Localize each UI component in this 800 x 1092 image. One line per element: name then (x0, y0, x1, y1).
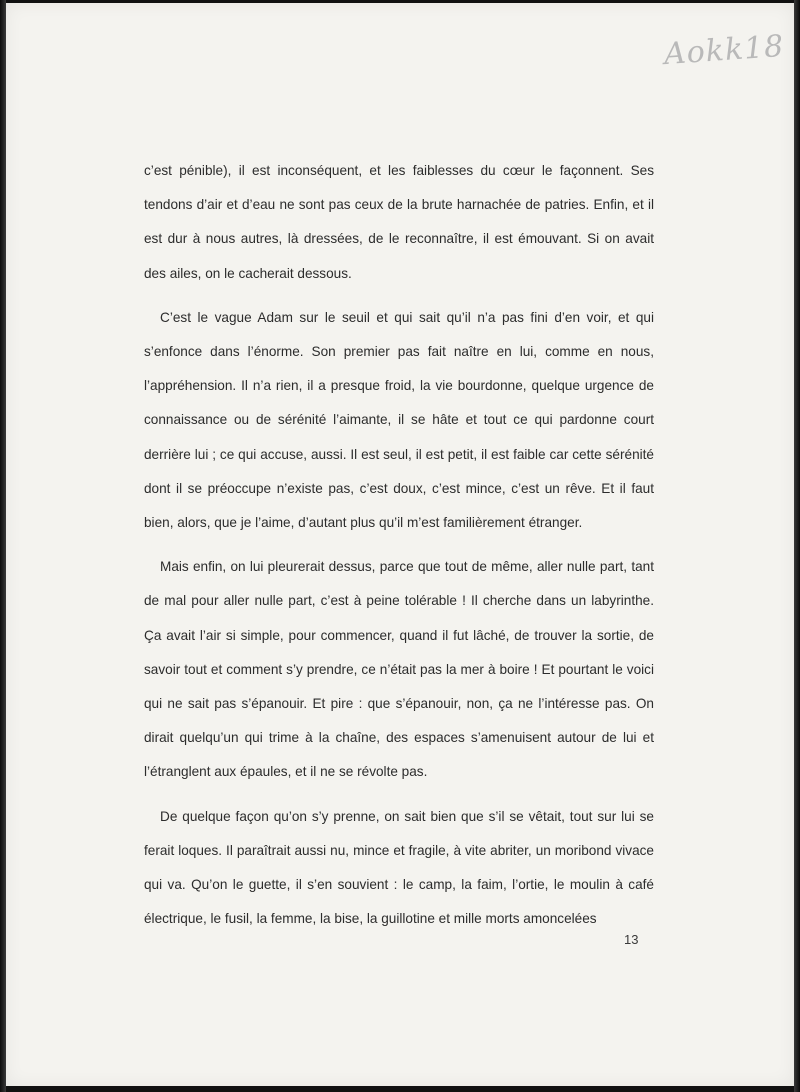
page-number: 13 (624, 932, 639, 947)
paragraph-2: C’est le vague Adam sur le seuil et qui sait qu’il n’a pas fini d’en voir, et qui s’enfonce dans l’énorme. Son premier pas fait naître en lui, comme en nous, l’appréhension. Il n’a rien, il a presque froid, la vie bourdonne, quelque urgence de connaissance ou de sérénité l’aimante, il se hâte et tout ce qui pardonne court derrière lui ; ce qui accuse, aussi. Il est seul, il est petit, il est faible car cette sérénité dont il se préoccupe n’existe pas, c’est doux, c’est mince, c’est un rêve. Et il faut bien, alors, que je l’aime, d’autant plus qu’il m’est familièrement étranger. (144, 309, 654, 531)
pencil-annotation: Aokk18 (662, 28, 786, 73)
body-text (144, 154, 654, 946)
paragraph-1: c’est pénible), il est inconséquent, et les faiblesses du cœur le façonnent. Ses tendons d’air et d’eau ne sont pas ceux de la brute harnachée de patries. Enfin, et il est dur à nous autres, là dressées, de le reconnaître, il est émouvant. Si on avait des ailes, on le cacherait dessous. (144, 163, 654, 281)
paragraph-3: Mais enfin, on lui pleurerait dessus, parce que tout de même, aller nulle part, tant de mal pour aller nulle part, c’est à peine tolérable ! Il cherche dans un labyrinthe. Ça avait l’air si simple, pour commencer, quand il fut lâché, de trouver la sortie, de savoir tout et comment s’y prendre, ce n’était pas la mer à boire ! Et pourtant le voici qui ne sait pas s’épanouir. Et pire : que s’épanouir, non, ça ne l’intéresse pas. On dirait quelqu’un qui trime à la chaîne, des espaces s’amenuisent autour de lui et l’étranglent aux épaules, et il ne se révolte pas. (144, 559, 654, 780)
paragraph-4: De quelque façon qu’on s’y prenne, on sait bien que s’il se vêtait, tout sur lui se ferait loques. Il paraîtrait aussi nu, mince et fragile, à vite abriter, un moribond vivace qui va. Qu’on le guette, il s’en souvient : le camp, la faim, l’ortie, le moulin à café électrique, le fusil, la femme, la bise, la guillotine et mille morts amoncelées (144, 808, 654, 927)
scan-edge-right (794, 0, 800, 1092)
